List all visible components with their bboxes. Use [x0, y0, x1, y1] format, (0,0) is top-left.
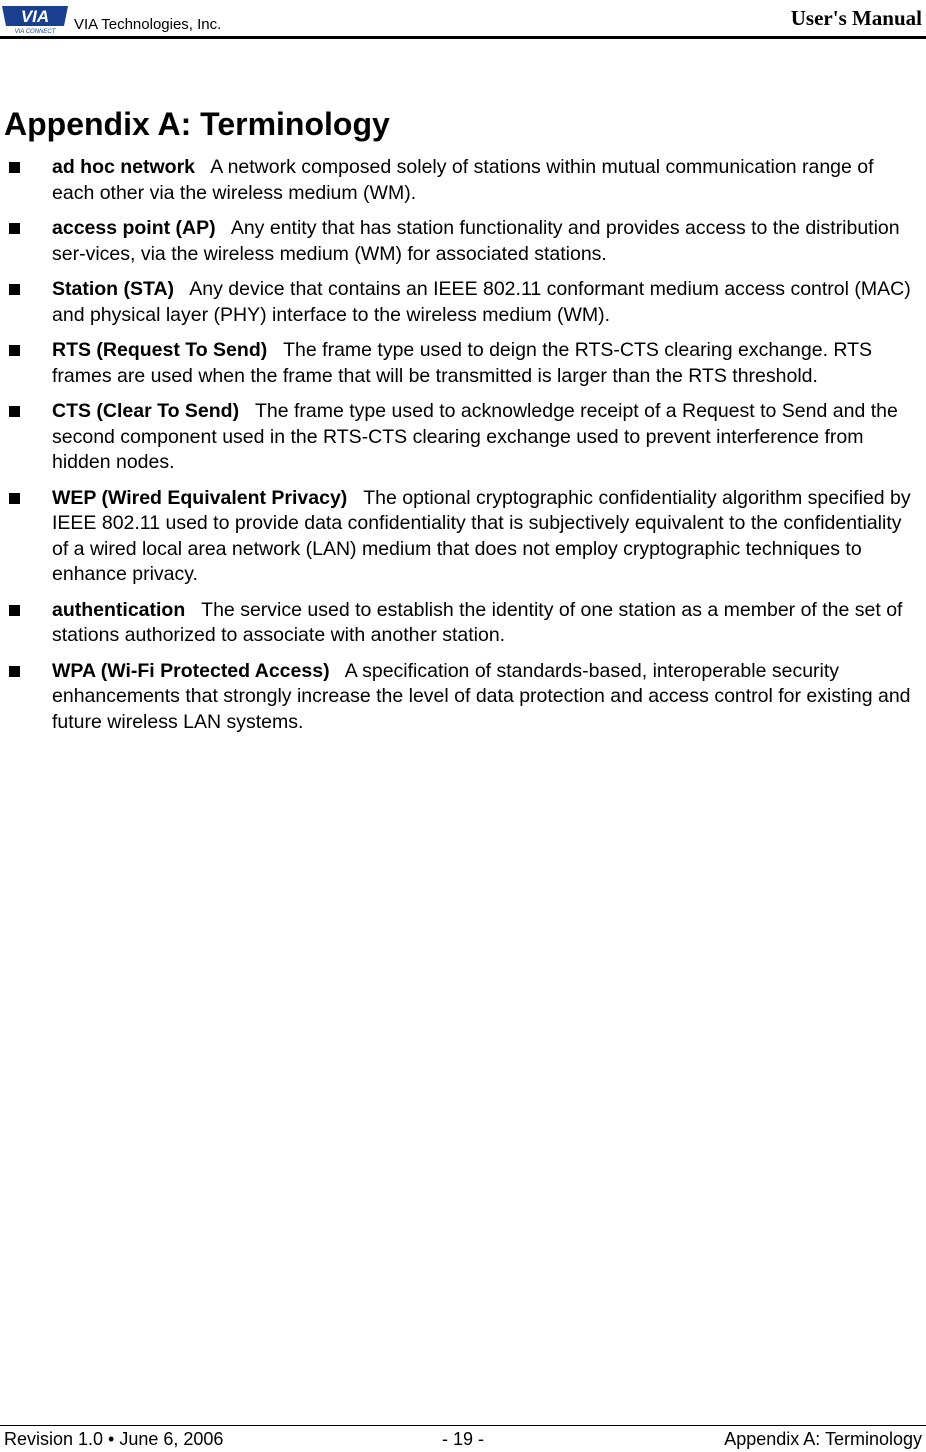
square-bullet-icon [9, 493, 20, 504]
term-item-wep [0, 486, 926, 588]
term-name: ad hoc network [52, 156, 196, 178]
term-name: CTS (Clear To Send) [52, 400, 240, 422]
term-definition: A network composed solely of stations within mutual communication range of each other via the wireless medium (WM). [52, 156, 874, 204]
term-name: WPA (Wi-Fi Protected Access) [52, 659, 330, 682]
footer-section: Appendix A: Terminology [724, 1429, 922, 1449]
square-bullet-icon [9, 666, 20, 677]
term-name: access point (AP) [52, 217, 216, 239]
term-item-cts [0, 399, 926, 476]
term-item-ad-hoc-network [0, 155, 926, 206]
term-item-wpa [0, 659, 926, 736]
page-header [0, 0, 926, 40]
footer-divider [0, 1425, 926, 1426]
term-item-access-point [0, 216, 926, 267]
svg-text:VIA CONNECT: VIA CONNECT [14, 29, 56, 34]
square-bullet-icon [9, 284, 20, 295]
square-bullet-icon [9, 605, 20, 616]
term-name: RTS (Request To Send) [52, 339, 268, 361]
square-bullet-icon [9, 406, 20, 417]
term-name: authentication [52, 598, 186, 621]
term-item-rts [0, 338, 926, 389]
term-item-authentication [0, 598, 926, 649]
page-title: Appendix A: Terminology [4, 106, 390, 142]
terminology-list [0, 155, 926, 745]
term-definition: Any entity that has station functionality and provides access to the distribution ser-vices, via the wireless medium (WM) for associated stations. [52, 217, 900, 265]
term-definition: The frame type used to acknowledge receipt of a Request to Send and the second component used in the RTS-CTS clearing exchange used to prevent interference from hidden nodes. [52, 400, 898, 473]
footer-revision: Revision 1.0 • June 6, 2006 [4, 1429, 224, 1449]
company-name: VIA Technologies, Inc. [74, 16, 222, 33]
term-item-station [0, 277, 926, 328]
square-bullet-icon [9, 223, 20, 234]
term-definition: Any device that contains an IEEE 802.11 conformant medium access control (MAC) and physical layer (PHY) interface to the wireless medium (WM). [52, 278, 911, 326]
term-definition: The service used to establish the identity of one station as a member of the set of stations authorized to associate with another station. [52, 598, 903, 646]
manual-title: User's Manual [790, 6, 922, 30]
square-bullet-icon [9, 162, 20, 173]
square-bullet-icon [9, 345, 20, 356]
svg-text:VIA: VIA [20, 7, 50, 26]
term-name: Station (STA) [52, 278, 175, 300]
term-definition: The frame type used to deign the RTS-CTS clearing exchange. RTS frames are used when the frame that will be transmitted is larger than the RTS threshold. [52, 339, 873, 387]
term-definition: A specification of standards-based, interoperable security enhancements that strongly increase the level of data protection and access control for existing and future wireless LAN systems. [52, 659, 911, 733]
via-connect-logo-icon [2, 4, 68, 34]
header-divider [0, 36, 926, 39]
term-definition: The optional cryptographic confidentiality algorithm specified by IEEE 802.11 used to provide data confidentiality that is subjectively equivalent to the confidentiality of a wired local area network (LAN) medium that does not employ cryptographic techniques to enhance privacy. [52, 486, 911, 585]
footer-page-number: - 19 - [442, 1429, 485, 1449]
term-name: WEP (Wired Equivalent Privacy) [52, 486, 348, 509]
